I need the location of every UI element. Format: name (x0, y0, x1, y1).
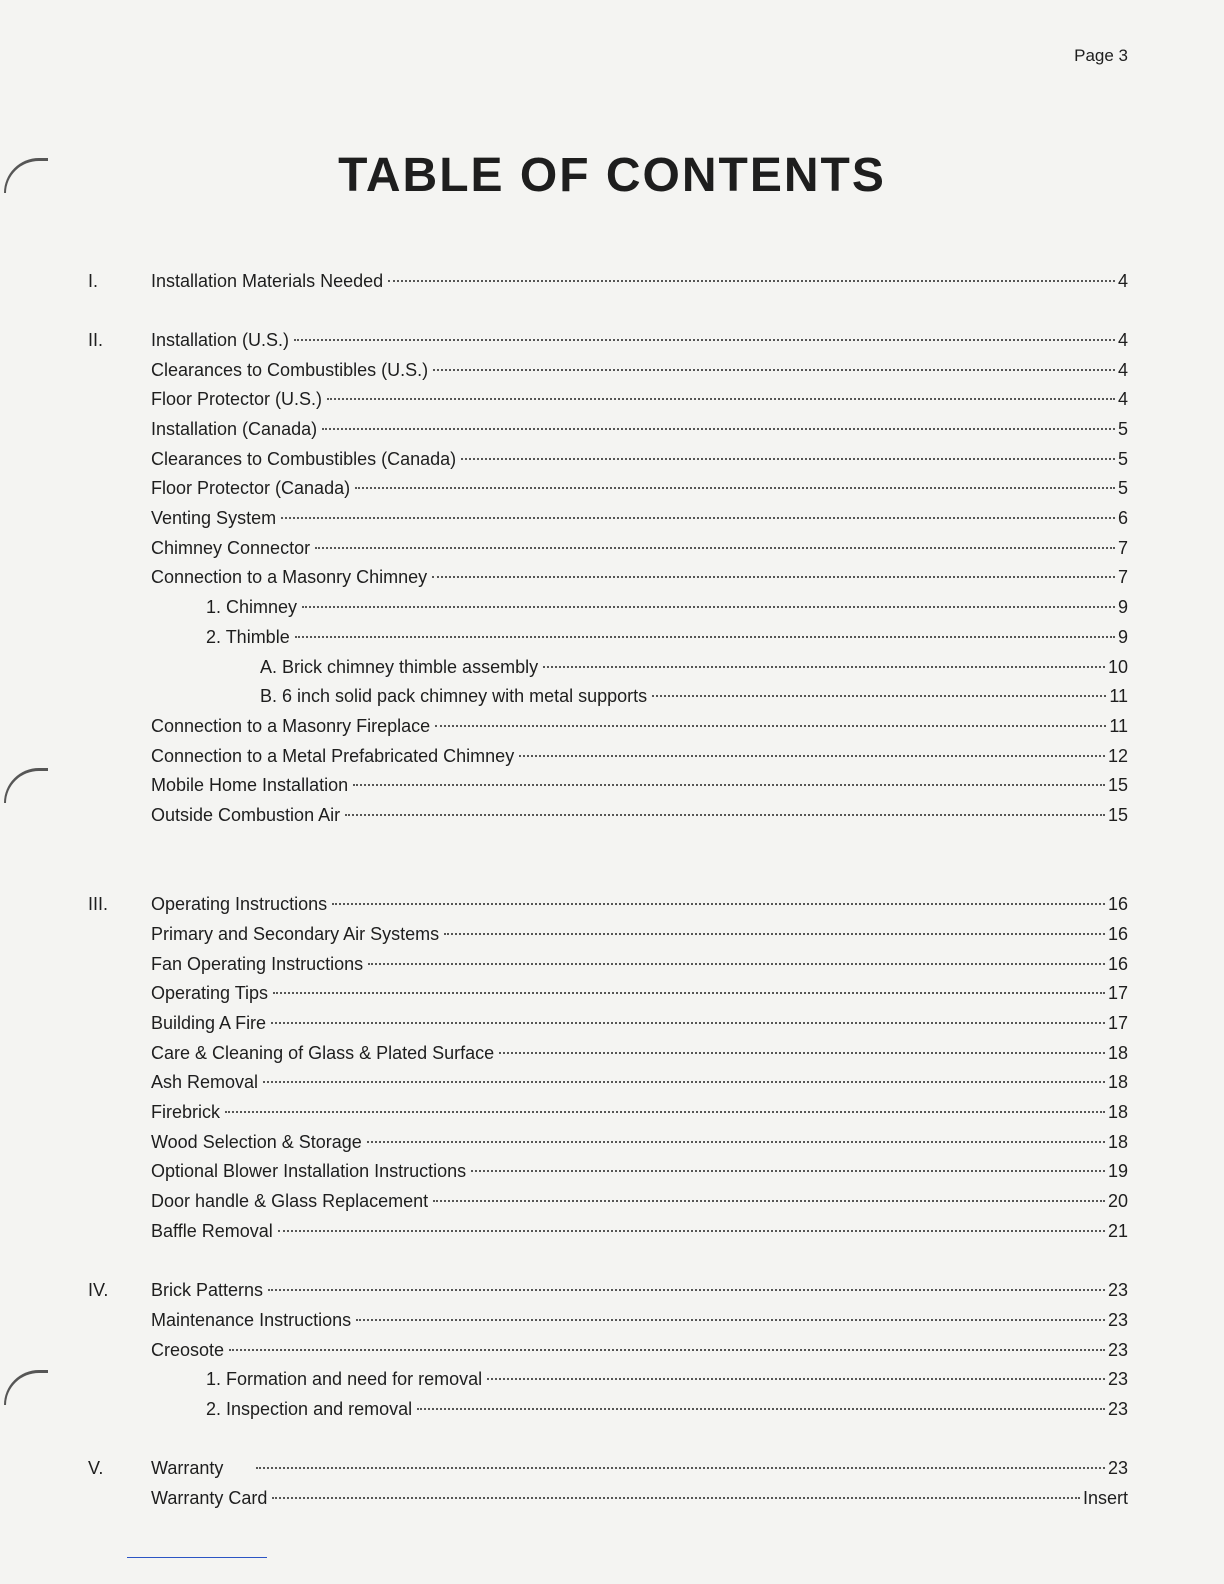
dot-leader (273, 992, 1105, 994)
dot-leader (652, 695, 1106, 697)
toc-entry (260, 655, 1128, 679)
entry-label: Installation Materials Needed (151, 271, 384, 291)
toc-row (0, 803, 1224, 827)
section-numeral: IV. (88, 1280, 109, 1300)
entry-label: Brick Patterns (151, 1280, 264, 1300)
entry-label: Mobile Home Installation (151, 775, 349, 795)
dot-leader (461, 458, 1115, 460)
toc-row (0, 1011, 1224, 1035)
toc-entry (151, 803, 1128, 827)
dot-leader (272, 1497, 1080, 1499)
dot-leader (345, 814, 1105, 816)
toc-entry (151, 1456, 1128, 1480)
entry-page: 9 (1117, 627, 1128, 647)
entry-page: 12 (1107, 746, 1128, 766)
entry-page: 18 (1107, 1043, 1128, 1063)
entry-label: Wood Selection & Storage (151, 1132, 362, 1152)
toc-entry (151, 1159, 1128, 1183)
dot-leader (263, 1081, 1105, 1083)
toc-entry (151, 1130, 1128, 1154)
toc-entry (260, 684, 1128, 708)
toc-entry (151, 744, 1128, 768)
toc-row (0, 1456, 1224, 1480)
dot-leader (229, 1349, 1105, 1351)
entry-label: Warranty Card (151, 1488, 268, 1508)
dot-leader (322, 428, 1115, 430)
toc-entry (151, 922, 1128, 946)
dot-leader (388, 280, 1115, 282)
dot-leader (471, 1170, 1105, 1172)
toc-entry (206, 1397, 1128, 1421)
dot-leader (295, 636, 1115, 638)
dot-leader (487, 1378, 1105, 1380)
entry-page: 11 (1109, 686, 1128, 706)
dot-leader (356, 1319, 1105, 1321)
entry-page: 15 (1107, 805, 1128, 825)
entry-page: 16 (1107, 924, 1128, 944)
dot-leader (294, 339, 1115, 341)
toc-row (0, 1486, 1224, 1510)
entry-label: Operating Tips (151, 983, 269, 1003)
toc-row (0, 387, 1224, 411)
entry-page: 16 (1107, 894, 1128, 914)
toc-entry (151, 981, 1128, 1005)
entry-page: 5 (1117, 478, 1128, 498)
entry-label: Optional Blower Installation Instructions (151, 1161, 467, 1181)
dot-leader (332, 903, 1105, 905)
toc-entry (151, 1219, 1128, 1243)
toc-entry (151, 1011, 1128, 1035)
toc-row (0, 714, 1224, 738)
entry-label: Clearances to Combustibles (U.S.) (151, 360, 429, 380)
entry-label: Building A Fire (151, 1013, 267, 1033)
entry-page: 6 (1117, 508, 1128, 528)
entry-page: 4 (1117, 389, 1128, 409)
dot-leader (281, 517, 1115, 519)
entry-label: Ash Removal (151, 1072, 259, 1092)
toc-row (0, 447, 1224, 471)
entry-page: 19 (1107, 1161, 1128, 1181)
toc-entry (151, 1278, 1128, 1302)
toc-entry (151, 476, 1128, 500)
dot-leader (367, 1141, 1105, 1143)
entry-page: 18 (1107, 1072, 1128, 1092)
section-numeral: III. (88, 894, 109, 914)
entry-label: Care & Cleaning of Glass & Plated Surface (151, 1043, 495, 1063)
toc-row (0, 536, 1224, 560)
dot-leader (302, 606, 1115, 608)
entry-page: Insert (1082, 1488, 1128, 1508)
dot-leader (355, 487, 1115, 489)
toc-row (0, 625, 1224, 649)
entry-label: Installation (Canada) (151, 419, 318, 439)
toc-entry (206, 625, 1128, 649)
entry-label: Warranty (151, 1458, 224, 1478)
dot-leader (433, 369, 1115, 371)
toc-entry (206, 595, 1128, 619)
toc-entry (151, 714, 1128, 738)
entry-page: 18 (1107, 1102, 1128, 1122)
toc-entry (151, 1100, 1128, 1124)
entry-label: A. Brick chimney thimble assembly (260, 657, 539, 677)
entry-label: Connection to a Masonry Chimney (151, 567, 428, 587)
entry-label: Firebrick (151, 1102, 221, 1122)
entry-page: 23 (1107, 1399, 1128, 1419)
entry-label: Chimney Connector (151, 538, 311, 558)
toc-entry (151, 1041, 1128, 1065)
dot-leader (256, 1467, 1105, 1469)
toc-row (0, 952, 1224, 976)
toc-entry (151, 1308, 1128, 1332)
dot-leader (271, 1022, 1105, 1024)
dot-leader (353, 784, 1105, 786)
toc-row (0, 892, 1224, 916)
toc-entry (151, 447, 1128, 471)
entry-label: Fan Operating Instructions (151, 954, 364, 974)
entry-page: 23 (1107, 1369, 1128, 1389)
entry-page: 23 (1107, 1458, 1128, 1478)
entry-label: 2. Inspection and removal (206, 1399, 413, 1419)
entry-label: Floor Protector (Canada) (151, 478, 351, 498)
toc-entry (151, 1338, 1128, 1362)
toc-row (0, 1070, 1224, 1094)
toc-row (0, 1159, 1224, 1183)
toc-entry (151, 417, 1128, 441)
toc-row (0, 922, 1224, 946)
entry-label: 1. Formation and need for removal (206, 1369, 483, 1389)
entry-page: 5 (1117, 419, 1128, 439)
toc-entry (151, 387, 1128, 411)
bottom-rule (127, 1557, 267, 1558)
toc-entry (151, 892, 1128, 916)
entry-page: 18 (1107, 1132, 1128, 1152)
entry-page: 4 (1117, 271, 1128, 291)
toc-entry (151, 1070, 1128, 1094)
entry-page: 7 (1117, 567, 1128, 587)
entry-label: Floor Protector (U.S.) (151, 389, 323, 409)
toc-entry (151, 269, 1128, 293)
toc-entry (151, 952, 1128, 976)
entry-label: Baffle Removal (151, 1221, 273, 1241)
dot-leader (543, 666, 1105, 668)
page-number: Page 3 (1074, 46, 1128, 65)
entry-label: 2. Thimble (206, 627, 290, 647)
toc-row (0, 328, 1224, 352)
section-numeral: II. (88, 330, 104, 350)
entry-page: 16 (1107, 954, 1128, 974)
dot-leader (278, 1230, 1105, 1232)
toc-entry (151, 358, 1128, 382)
toc-row (0, 417, 1224, 441)
toc-row (0, 655, 1224, 679)
toc-row (0, 1397, 1224, 1421)
toc-row (0, 269, 1224, 293)
entry-label: Creosote (151, 1340, 225, 1360)
entry-label: Door handle & Glass Replacement (151, 1191, 429, 1211)
entry-page: 15 (1107, 775, 1128, 795)
entry-page: 23 (1107, 1340, 1128, 1360)
toc-row (0, 1100, 1224, 1124)
toc-entry (151, 506, 1128, 530)
dot-leader (268, 1289, 1105, 1291)
toc-row (0, 1278, 1224, 1302)
toc-row (0, 744, 1224, 768)
page-title: TABLE OF CONTENTS (338, 149, 886, 202)
dot-leader (433, 1200, 1105, 1202)
entry-page: 21 (1107, 1221, 1128, 1241)
dot-leader (499, 1052, 1105, 1054)
dot-leader (327, 398, 1115, 400)
entry-page: 7 (1117, 538, 1128, 558)
toc-entry (206, 1367, 1128, 1391)
entry-page: 23 (1107, 1310, 1128, 1330)
dot-leader (444, 933, 1105, 935)
toc-row (0, 1308, 1224, 1332)
toc-row (0, 684, 1224, 708)
dot-leader (432, 576, 1115, 578)
toc-row (0, 506, 1224, 530)
entry-label: Connection to a Masonry Fireplace (151, 716, 431, 736)
dot-leader (417, 1408, 1105, 1410)
entry-label: 1. Chimney (206, 597, 298, 617)
dot-leader (435, 725, 1106, 727)
toc-entry (151, 1486, 1128, 1510)
entry-page: 20 (1107, 1191, 1128, 1211)
entry-page: 17 (1107, 1013, 1128, 1033)
toc-row (0, 1189, 1224, 1213)
toc-row (0, 773, 1224, 797)
dot-leader (315, 547, 1115, 549)
section-numeral: I. (88, 271, 99, 291)
dot-leader (368, 963, 1105, 965)
toc-row (0, 1367, 1224, 1391)
toc-entry (151, 1189, 1128, 1213)
dot-leader (225, 1111, 1105, 1113)
entry-label: Operating Instructions (151, 894, 328, 914)
entry-label: Connection to a Metal Prefabricated Chimney (151, 746, 515, 766)
toc-entry (151, 565, 1128, 589)
toc-row (0, 595, 1224, 619)
entry-page: 4 (1117, 330, 1128, 350)
entry-page: 23 (1107, 1280, 1128, 1300)
entry-label: Clearances to Combustibles (Canada) (151, 449, 457, 469)
entry-page: 5 (1117, 449, 1128, 469)
toc-row (0, 1130, 1224, 1154)
toc-row (0, 476, 1224, 500)
entry-label: Maintenance Instructions (151, 1310, 352, 1330)
entry-label: Outside Combustion Air (151, 805, 341, 825)
toc-entry (151, 773, 1128, 797)
entry-label: B. 6 inch solid pack chimney with metal supports (260, 686, 648, 706)
entry-page: 9 (1117, 597, 1128, 617)
toc-row (0, 565, 1224, 589)
toc-entry (151, 536, 1128, 560)
dot-leader (519, 755, 1105, 757)
entry-label: Venting System (151, 508, 277, 528)
toc-row (0, 1041, 1224, 1065)
entry-page: 11 (1109, 716, 1128, 736)
entry-page: 17 (1107, 983, 1128, 1003)
toc-row (0, 1338, 1224, 1362)
toc-row (0, 1219, 1224, 1243)
entry-page: 4 (1117, 360, 1128, 380)
entry-page: 10 (1107, 657, 1128, 677)
entry-label: Primary and Secondary Air Systems (151, 924, 440, 944)
toc-row (0, 358, 1224, 382)
toc-entry (151, 328, 1128, 352)
section-numeral: V. (88, 1458, 104, 1478)
toc-row (0, 981, 1224, 1005)
entry-label: Installation (U.S.) (151, 330, 290, 350)
